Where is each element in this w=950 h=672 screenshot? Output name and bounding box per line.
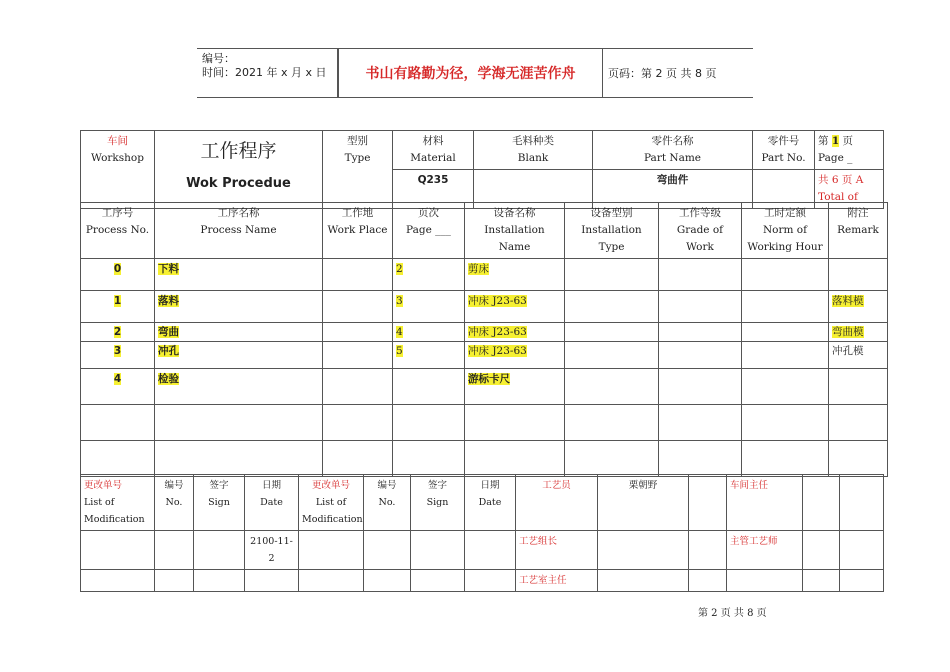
mod-en1: List of [84, 497, 115, 508]
date-zh: 日期 [480, 480, 500, 491]
row-page: 4 [396, 326, 403, 338]
col-zh: 工序名称 [217, 207, 260, 219]
title-en: Wok Procedue [186, 176, 291, 191]
sign-zh: 签字 [209, 480, 229, 491]
type-cell [323, 131, 393, 209]
mod-no-header [155, 475, 194, 531]
col-zh: 工时定额 [764, 207, 806, 219]
page-post: 页 [839, 135, 853, 147]
total-en: Total of__ [818, 191, 869, 203]
mod-date-header-2 [465, 475, 516, 531]
col-en: Remark [837, 224, 879, 236]
sign-en: Sign [426, 497, 449, 508]
partname-header [593, 131, 753, 170]
blank-header [474, 131, 593, 170]
partno-zh: 零件号 [767, 135, 800, 147]
table-row [81, 259, 888, 291]
mod-list-header-2 [299, 475, 364, 531]
col-process-no [81, 203, 155, 259]
page-cell [815, 131, 884, 170]
chief-engineer-label: 主管工艺师 [727, 531, 803, 570]
process-engineer-label: 工艺员 [516, 475, 598, 531]
workshop-en: Workshop [91, 152, 144, 164]
row-no: 4 [113, 373, 122, 385]
partno-en: Part No. [761, 152, 806, 164]
col-en: Installation Type [581, 224, 642, 253]
row-place [323, 369, 393, 405]
table-row [81, 323, 888, 342]
col-grade-of-work [659, 203, 742, 259]
process-steps-table [80, 202, 888, 477]
blank-zh: 毛料种类 [512, 135, 554, 147]
row-remark: 弯曲模 [832, 326, 864, 338]
col-page [393, 203, 465, 259]
total-zh: 共 6 页 A [818, 174, 864, 186]
material-en: Material [410, 152, 456, 164]
group-leader-label: 工艺组长 [516, 531, 598, 570]
table-row-empty [81, 405, 888, 441]
type-zh: 型别 [347, 135, 368, 147]
workshop-director-label: 车间主任 [727, 475, 803, 531]
col-zh: 工作等级 [679, 207, 721, 219]
mod-list-header [81, 475, 155, 531]
row-no: 0 [113, 263, 122, 275]
col-en: Installation Name [484, 224, 545, 253]
row-equip: 冲床 J23-63 [468, 295, 527, 307]
office-director-label: 工艺室主任 [516, 570, 598, 592]
row-no: 3 [113, 345, 122, 357]
title-zh: 工作程序 [200, 140, 277, 162]
modification-table [80, 474, 884, 592]
mod-sign-header [194, 475, 245, 531]
row-name: 检验 [158, 373, 179, 385]
date-en: Date [478, 497, 502, 508]
row-remark: 落料模 [832, 295, 864, 307]
mod-zh: 更改单号 [311, 480, 350, 491]
col-zh: 设备型别 [590, 207, 633, 219]
row-page: 2 [396, 263, 403, 275]
col-zh: 设备名称 [493, 207, 536, 219]
page-num: 1 [831, 135, 840, 147]
col-en: Process Name [200, 224, 277, 236]
row-no: 2 [113, 326, 122, 338]
table-row [81, 291, 888, 323]
row-place [323, 323, 393, 342]
mod-sign-header-2 [411, 475, 465, 531]
row-page: 5 [396, 345, 403, 357]
page-footer: 第 2 页 共 8 页 [698, 608, 767, 619]
modification-row [81, 531, 884, 570]
table-row [81, 369, 888, 405]
row-place [323, 342, 393, 369]
document-header [197, 48, 753, 98]
sign-en: Sign [208, 497, 230, 508]
page-number-line [818, 133, 880, 150]
mod-date-value: 2100-11-2 [245, 531, 299, 570]
col-en: Norm of Working Hour [747, 224, 823, 253]
no-en: No. [165, 497, 183, 508]
header-meta [197, 49, 338, 97]
partname-value: 弯曲件 [593, 170, 753, 209]
row-name: 下料 [158, 263, 179, 275]
page-pre: 第 [818, 135, 832, 147]
workshop-cell [81, 131, 155, 209]
col-work-place [323, 203, 393, 259]
mod-en1: List of [315, 497, 347, 508]
row-place [323, 291, 393, 323]
date-zh: 日期 [261, 480, 281, 491]
type-en: Type [344, 152, 371, 164]
row-no: 1 [113, 295, 122, 307]
col-norm-hour [742, 203, 829, 259]
modification-row [81, 570, 884, 592]
row-equip: 冲床 J23-63 [468, 326, 527, 338]
row-equip: 游标卡尺 [468, 373, 510, 385]
title-cell [155, 131, 323, 209]
col-en: Grade of Work [676, 224, 724, 253]
mod-no-header-2 [364, 475, 411, 531]
code-label: 编号： [202, 52, 235, 65]
col-installation-name [465, 203, 565, 259]
no-en: No. [378, 497, 396, 508]
mod-zh: 更改单号 [84, 480, 123, 491]
table-row-empty [81, 441, 888, 477]
row-name: 弯曲 [158, 326, 179, 338]
col-zh: 页次 [418, 207, 439, 219]
material-header [393, 131, 474, 170]
page-en: Page _ [818, 152, 853, 164]
date-en: Date [260, 497, 283, 508]
process-info-table [80, 130, 884, 209]
mod-en2: Modification [302, 514, 363, 525]
column-header-row [81, 203, 888, 259]
partname-zh: 零件名称 [651, 135, 694, 147]
table-row [81, 342, 888, 369]
sign-zh: 签字 [427, 480, 447, 491]
header-page-info: 页码：第 2 页 共 8 页 [608, 67, 717, 80]
row-place [323, 259, 393, 291]
process-engineer-name: 栗朝野 [598, 475, 689, 531]
workshop-zh: 车间 [107, 135, 128, 147]
col-en: Process No. [85, 224, 150, 236]
col-en: Work Place [327, 224, 388, 236]
no-zh: 编号 [164, 480, 184, 491]
mod-en2: Modification [84, 514, 145, 525]
row-page: 3 [396, 295, 403, 307]
time-label: 时间：2021 年 x 月 x 日 [202, 66, 327, 79]
row-equip: 剪床 [468, 263, 489, 275]
header-motto: 书山有路勤为径，学海无涯苦作舟 [338, 49, 603, 97]
row-name: 冲孔 [158, 345, 179, 357]
col-installation-type [565, 203, 659, 259]
col-zh: 工序号 [101, 207, 134, 219]
material-zh: 材料 [422, 135, 444, 147]
col-zh: 附注 [847, 207, 869, 219]
partname-en: Part Name [643, 152, 702, 164]
col-zh: 工作地 [341, 207, 374, 219]
mod-date-header [245, 475, 299, 531]
no-zh: 编号 [377, 480, 397, 491]
row-remark: 冲孔模 [832, 345, 864, 357]
modification-header-row [81, 475, 884, 531]
blank-en: Blank [517, 152, 549, 164]
col-en: Page ___ [406, 224, 451, 236]
col-process-name [155, 203, 323, 259]
col-remark [829, 203, 888, 259]
row-name: 落料 [158, 295, 179, 307]
partno-header [753, 131, 815, 170]
material-value: Q235 [393, 170, 474, 209]
row-equip: 冲床 J23-63 [468, 345, 527, 357]
